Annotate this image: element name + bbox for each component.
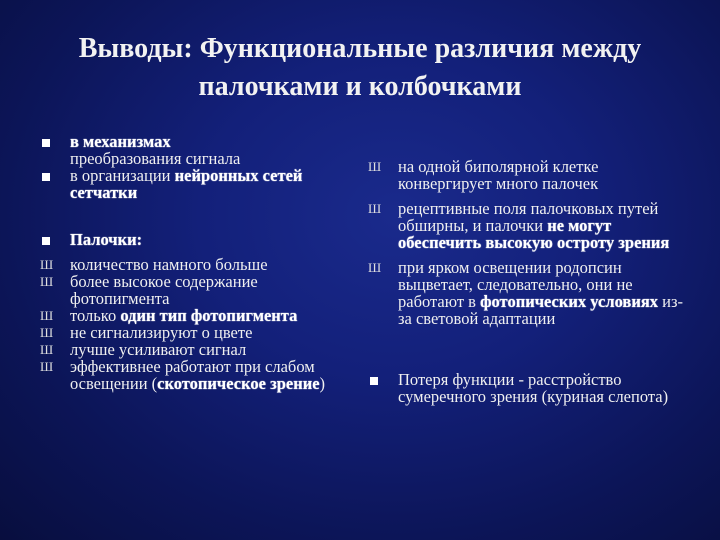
arrow-bullet-icon: Ш	[368, 159, 382, 174]
right-point-1: Ш на одной биполярной клетке конвергирует много палочек	[368, 157, 599, 193]
rod-point-1: Ш количество намного больше	[40, 255, 268, 274]
rod-point-5: Ш лучше усиливают сигнал	[40, 340, 247, 359]
right-column	[368, 158, 688, 405]
rod-point-6: Ш эффективнее работают при слабом освещении (скотопическое зрение)	[40, 357, 326, 393]
square-bullet-icon	[40, 231, 68, 248]
rod-point-2: Ш более высокое содержание фотопигмента	[40, 272, 258, 308]
rods-header: Палочки:	[40, 231, 340, 248]
right-point-2: Ш рецептивные поля палочковых путей обширны, и палочки не могут обеспечить высокую остроту зрения	[368, 199, 670, 252]
arrow-bullet-icon: Ш	[40, 342, 54, 357]
arrow-bullet-icon: Ш	[40, 308, 54, 323]
right-point-4: Потеря функции - расстройство сумеречного зрения (куриная слепота)	[368, 371, 688, 405]
arrow-bullet-icon: Ш	[40, 274, 54, 289]
square-bullet-icon	[40, 133, 68, 150]
arrow-bullet-icon: Ш	[40, 325, 54, 340]
arrow-bullet-icon: Ш	[368, 201, 382, 216]
right-point-3: Ш при ярком освещении родопсин выцветает, следовательно, они не работают в фотопических условиях из-за световой адаптации	[368, 258, 683, 328]
list-item-mechanisms: в механизмах преобразования сигнала	[40, 133, 340, 167]
rod-point-4: Ш не сигнализируют о цвете	[40, 323, 253, 342]
rod-point-3: Ш только один тип фотопигмента	[40, 306, 298, 325]
slide-title: Выводы: Функциональные различия между палочками и колбочками	[78, 33, 642, 102]
arrow-bullet-icon: Ш	[368, 260, 382, 275]
list-item-organization: в организации нейронных сетей сетчатки	[40, 167, 340, 201]
arrow-bullet-icon: Ш	[40, 359, 54, 374]
arrow-bullet-icon: Ш	[40, 257, 54, 272]
left-column	[40, 133, 340, 392]
square-bullet-icon	[368, 371, 396, 388]
square-bullet-icon	[40, 167, 68, 184]
